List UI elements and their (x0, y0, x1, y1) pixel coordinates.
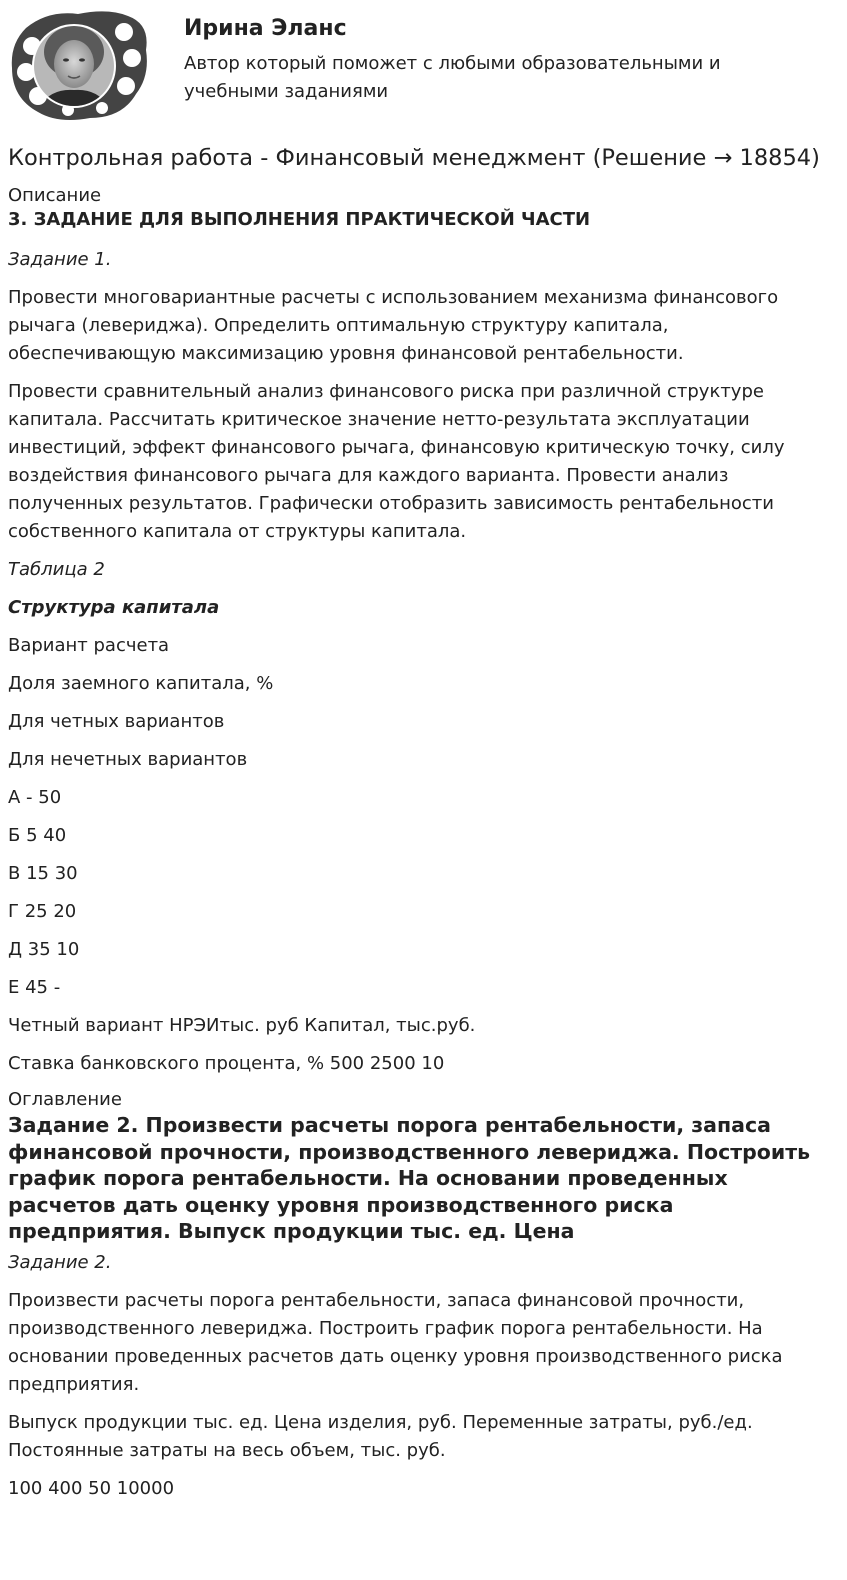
toc-paragraph: Выпуск продукции тыс. ед. Цена изделия, руб. Переменные затраты, руб./ед. Постоянные затраты на весь объем, тыс. руб. (8, 1411, 753, 1461)
description-paragraph: Провести многовариантные расчеты с использованием механизма финансового рычага (левериджа). Определить оптимальную структуру капитала, обеспечивающую максимизацию уровня финансовой рентабельности. (8, 287, 779, 364)
table-line: Ставка банковского процента, % 500 2500 10 (8, 1053, 445, 1074)
table-line: Доля заемного капитала, % (8, 673, 274, 694)
table-line: Для четных вариантов (8, 711, 225, 732)
author-description: Автор который поможет с любыми образовательными и учебными заданиями (184, 53, 721, 102)
toc-heading: Задание 2. Произвести расчеты порога рентабельности, запаса финансовой прочности, производственного левериджа. Построить график порога рентабельности. На основании проведенных расчетов дать оценку уровня производственного риска предприятия. Выпуск продукции тыс. ед. Цена (8, 1113, 811, 1243)
author-card (8, 6, 838, 126)
table-line: Е 45 - (8, 977, 61, 998)
table-line: Для нечетных вариантов (8, 749, 248, 770)
table-line: Вариант расчета (8, 635, 170, 656)
description-heading: 3. ЗАДАНИЕ ДЛЯ ВЫПОЛНЕНИЯ ПРАКТИЧЕСКОЙ ЧАСТИ (8, 209, 591, 230)
avatar[interactable] (8, 6, 150, 124)
table-line: Г 25 20 (8, 901, 77, 922)
description-label: Описание (8, 185, 102, 206)
table-title: Структура капитала (8, 597, 220, 618)
page-title: Контрольная работа - Финансовый менеджмент (Решение → 18854) (8, 145, 820, 171)
table-line: Б 5 40 (8, 825, 67, 846)
film-reel-avatar-icon (8, 6, 150, 124)
table-line: Д 35 10 (8, 939, 80, 960)
table-line: В 15 30 (8, 863, 78, 884)
main-content (8, 144, 838, 1503)
task1-label: Задание 1. (8, 249, 112, 270)
table-line: Четный вариант НРЭИтыс. руб Капитал, тыс.руб. (8, 1015, 476, 1036)
toc-paragraph: Произвести расчеты порога рентабельности, запаса финансовой прочности, производственного левериджа. Построить график порога рентабельности. На основании проведенных расчетов дать оценку уровня производственного риска предприятия. (8, 1289, 783, 1395)
toc-label: Оглавление (8, 1089, 122, 1110)
table-label: Таблица 2 (8, 559, 105, 580)
author-name[interactable]: Ирина Эланс (184, 16, 347, 41)
description-paragraph: Провести сравнительный анализ финансового риска при различной структуре капитала. Рассчитать критическое значение нетто-результата эксплуатации инвестиций, эффект финансового рычага, финансовую критическую точку, силу воздействия финансового рычага для каждого варианта. Провести анализ полученных результатов. Графически отобразить зависимость рентабельности собственного капитала от структуры капитала. (8, 381, 785, 542)
table-line: А - 50 (8, 787, 62, 808)
task2-label: Задание 2. (8, 1251, 112, 1273)
toc-paragraph: 100 400 50 10000 (8, 1477, 175, 1499)
